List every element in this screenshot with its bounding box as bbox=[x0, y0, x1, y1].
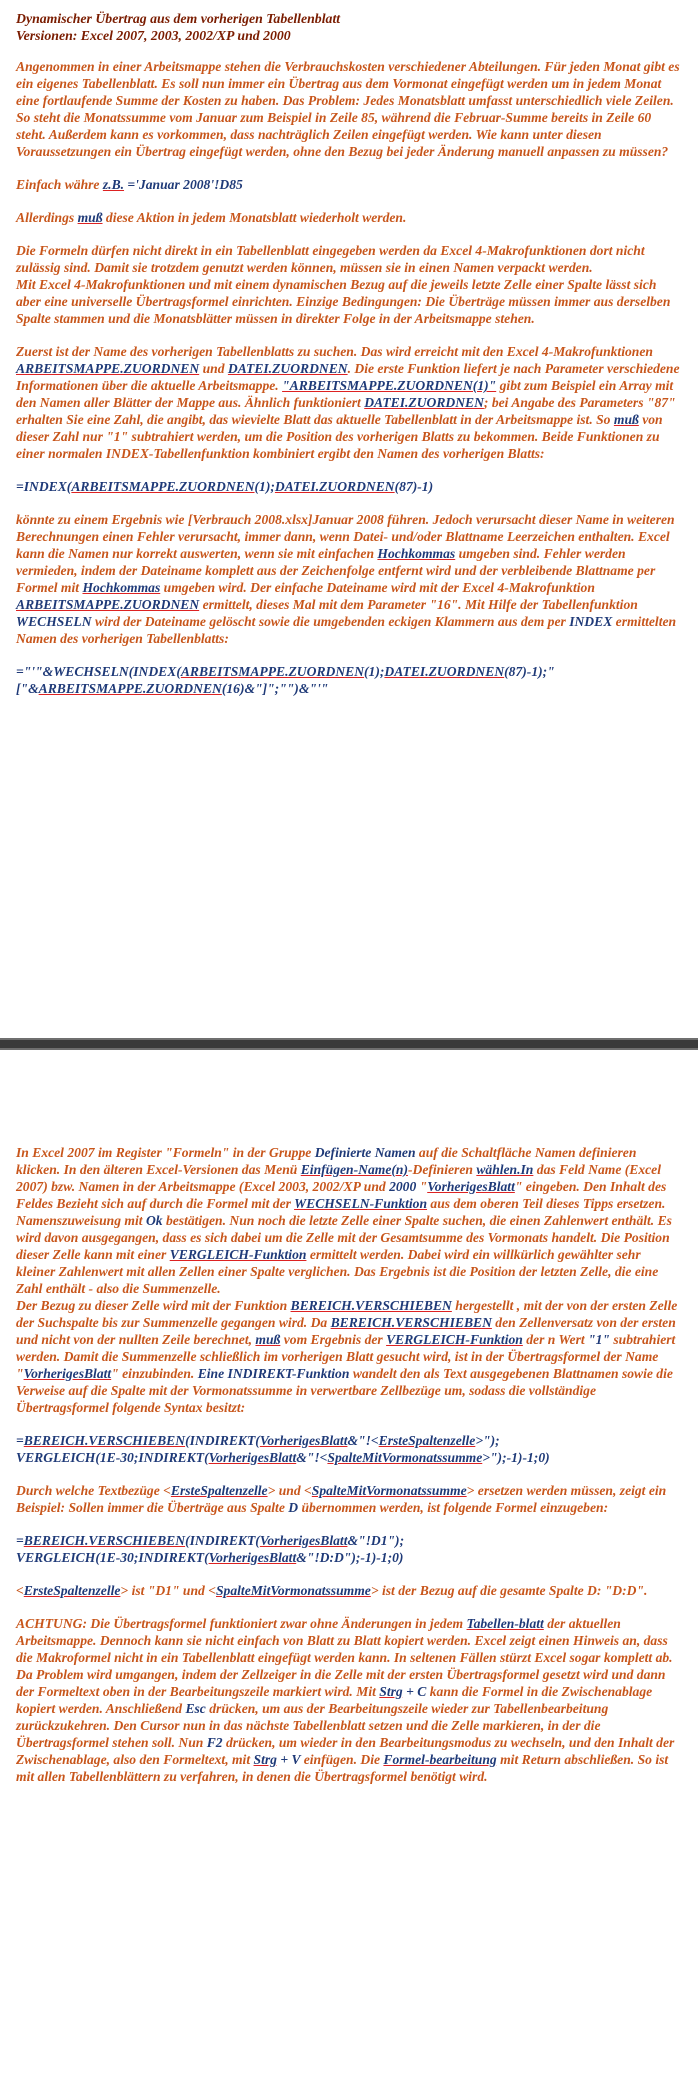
formula-example: =BEREICH.VERSCHIEBEN(INDIREKT(VorherigesBlatt&"!D1"); VERGLEICH(1E-30;INDIREKT(VorherigesBlatt&"!D:D");-1)-1;0) bbox=[16, 1533, 405, 1565]
paragraph-reference: <ErsteSpaltenzelle> ist "D1" und <SpalteMitVormonatssumme> ist der Bezug auf die gesamte Spalte D: "D:D". bbox=[16, 1583, 648, 1598]
paragraph-offset: Der Bezug zu dieser Zelle wird mit der Funktion BEREICH.VERSCHIEBEN hergestellt , mit der von der ersten Zelle der Suchspalte bis zur Summenzelle gegangen wird. Da BEREICH.VERSCHIEBEN den Zellenversatz von der ersten und nicht von der nullten Zeile berechnet, muß vom Ergebnis der VERGLEICH-Funktion der n Wert "1" subtrahiert werden. Damit die Summenzelle schließlich im vorherigen Blatt gesucht wird, ist in der Übertragsformel der Name "VorherigesBlatt" einzubinden. Eine INDIREKT-Funktion wandelt den als Text ausgegebenen Blattnamen sowie die Verweise auf die Spalte mit der Vormonatssumme in verwertbare Zellbezüge um, sodass die vollständige Übertragsformel folgende Syntax besitzt: bbox=[16, 1298, 678, 1415]
paragraph-first-step: Zuerst ist der Name des vorherigen Tabellenblatts zu suchen. Das wird erreicht mit den Excel 4-Makrofunktionen ARBEITSMAPPE.ZUORDNEN und DATEI.ZUORDNEN. Die erste Funktion liefert je nach Parameter verschiedene Informationen über die aktuelle Arbeitsmappe. "ARBEITSMAPPE.ZUORDNEN(1)" gibt zum Beispiel ein Array mit den Namen aller Blätter der Mappe aus. Ähnlich funktioniert DATEI.ZUORDNEN; bei Angabe des Parameters "87" erhalten Sie eine Zahl, die angibt, das wievielte Blatt das aktuelle Tabellenblatt in der Arbeitsmappe ist. So muß von dieser Zahl nur "1" subtrahiert werden, um die Position des vorherigen Blatts zu bekommen. Beide Funktionen zu einer normalen INDEX-Tabellenfunktion kombiniert ergibt den Namen des vorherigen Blatts: bbox=[16, 344, 680, 461]
formula-wechseln: ="'"&WECHSELN(INDEX(ARBEITSMAPPE.ZUORDNEN(1);DATEI.ZUORDNEN(87)-1);"["&ARBEITSMAPPE.ZUORDNEN(16)&"]";"")&"'" bbox=[16, 664, 555, 696]
paragraph-intro: Angenommen in einer Arbeitsmappe stehen die Verbrauchskosten verschiedener Abteilungen. Für jeden Monat gibt es ein eigenes Tabellenblatt. Es soll nun immer ein Übertrag aus dem Vormonat eingefügt werden um in jedem Monat eine fortlaufende Summe der Kosten zu haben. Das Problem: Jedes Monatsblatt umfasst unterschiedlich viele Zeilen. So steht die Monatssumme vom Januar zum Beispiel in Zeile 85, während die Februar-Summe bereits in Zeile 60 steht. Außerdem kann es vorkommen, dass nachträglich Zeilen eingefügt werden. Wie kann unter diesen Voraussetzungen ein Übertrag eingefügt werden, ohne den Bezug bei jeder Änderung manuell anpassen zu müssen? bbox=[16, 59, 680, 159]
page-2 bbox=[0, 1064, 698, 2099]
page-separator bbox=[0, 1034, 698, 1064]
paragraph-result: könnte zu einem Ergebnis wie [Verbrauch 2008.xlsx]Januar 2008 führen. Jedoch verursacht dieser Name in weiteren Berechnungen einen Fehler verursacht, immer dann, wenn Datei- und/oder Blattname Leerzeichen enthalten. Excel kann die Namen nur korrekt auswerten, wenn sie mit einfachen Hochkommas umgeben sind. Fehler werden vermieden, indem der Dateiname komplett aus der Zeichenfolge entfernt wird und der verbleibende Blattname per Formel mit Hochkommas umgeben wird. Der einfache Dateiname wird mit der Excel 4-Makrofunktion ARBEITSMAPPE.ZUORDNEN ermittelt, dieses Mal mit dem Parameter "16". Mit Hilfe der Tabellenfunktion WECHSELN wird der Dateiname gelöscht sowie die umgebenden eckigen Klammern aus dem per INDEX ermittelten Namen des vorherigen Tabellenblatts: bbox=[16, 512, 677, 646]
paragraph-each-sheet: Allerdings muß diese Aktion in jedem Monatsblatt wiederholt werden. bbox=[16, 210, 407, 225]
doc-versions: Versionen: Excel 2007, 2003, 2002/XP und 2000 bbox=[16, 28, 291, 43]
paragraph-simple: Einfach währe z.B. ='Januar 2008'!D85 bbox=[16, 177, 243, 192]
paragraph-macro: Mit Excel 4-Makrofunktionen und mit einem dynamischen Bezug auf die jeweils letzte Zelle einer Spalte lässt sich aber eine universelle Übertragsformel einrichten. Einzige Bedingungen: Die Überträge müssen immer aus derselben Spalte stammen und die Monatsblätter müssen in direkter Folge in der Arbeitsmappe stehen. bbox=[16, 277, 671, 326]
formula-index: =INDEX(ARBEITSMAPPE.ZUORDNEN(1);DATEI.ZUORDNEN(87)-1) bbox=[16, 479, 434, 494]
doc-title: Dynamischer Übertrag aus dem vorherigen Tabellenblatt bbox=[16, 11, 341, 26]
paragraph-define-name: In Excel 2007 im Register "Formeln" in der Gruppe Definierte Namen auf die Schaltfläche Namen definieren klicken. In den älteren Excel-Versionen das Menü Einfügen-Name(n)-Definieren wählen.In das Feld Name (Excel 2007) bzw. Namen in der Arbeitsmappe (Excel 2003, 2002/XP und 2000 "VorherigesBlatt" eingeben. Den Inhalt des Feldes Bezieht sich auf durch die Formel mit der WECHSELN-Funktion aus dem oberen Teil dieses Tipps ersetzen. Namenszuweisung mit Ok bestätigen. Nun noch die letzte Zelle einer Spalte suchen, die einen Zahlenwert enthält. Es wird davon ausgegangen, dass es sich dabei um die Zelle mit der Gesamtsumme des Vormonats handelt. Die Position dieser Zelle kann mit einer VERGLEICH-Funktion ermittelt werden. Dabei wird ein willkürlich gewählter sehr kleiner Zahlenwert mit allen Zellen einer Spalte verglichen. Das Ergebnis ist die Position der letzten Zelle, die eine Zahl enthält - also die Summenzelle. bbox=[16, 1145, 672, 1296]
paragraph-warning: ACHTUNG: Die Übertragsformel funktioniert zwar ohne Änderungen in jedem Tabellen-blatt der aktuellen Arbeitsmappe. Dennoch kann sie nicht einfach von Blatt zu Blatt kopiert werden. Excel zeigt einen Hinweis an, dass die Makroformel nicht in ein Tabellenblatt eingefügt werden kann. In seltenen Fällen stürzt Excel sogar komplett ab. Da Problem wird umgangen, indem der Zellzeiger in die Zelle mit der ersten Übertragsformel gesetzt wird und dann der Formeltext oben in der Bearbeitungszeile markiert wird. Mit Strg + C kann die Formel in die Zwischenablage kopiert werden. Anschließend Esc drücken, um aus der Bearbeitungszeile wieder zur Tabellenbearbeitung zurückzukehren. Den Cursor nun in das nächste Tabellenblatt setzen und die Zelle markieren, in der die Übertragsformel stehen soll. Nun F2 drücken, um wieder in den Bearbeitungsmodus zu wechseln, und den Inhalt der Zwischenablage, also den Formeltext, mit Strg + V einfügen. Die Formel-bearbeitung mit Return abschließen. So ist mit allen Tabellenblättern zu verfahren, in denen die Übertragsformel benötigt wird. bbox=[16, 1616, 675, 1784]
paragraph-formulas-note: Die Formeln dürfen nicht direkt in ein Tabellenblatt eingegeben werden da Excel 4-Makrofunktionen dort nicht zulässig sind. Damit sie trotzdem genutzt werden können, müssen sie in einen Namen verpackt werden. bbox=[16, 243, 645, 275]
page-1 bbox=[0, 0, 698, 1034]
formula-syntax: =BEREICH.VERSCHIEBEN(INDIREKT(VorherigesBlatt&"!<ErsteSpaltenzelle>"); VERGLEICH(1E-30;INDIREKT(VorherigesBlatt&"!<SpalteMitVormonatssumme>");-1)-1;0) bbox=[16, 1433, 550, 1465]
paragraph-example: Durch welche Textbezüge <ErsteSpaltenzelle> und <SpalteMitVormonatssumme> ersetzen werden müssen, zeigt ein Beispiel: Sollen immer die Überträge aus Spalte D übernommen werden, ist folgende Formel einzugeben: bbox=[16, 1483, 667, 1515]
